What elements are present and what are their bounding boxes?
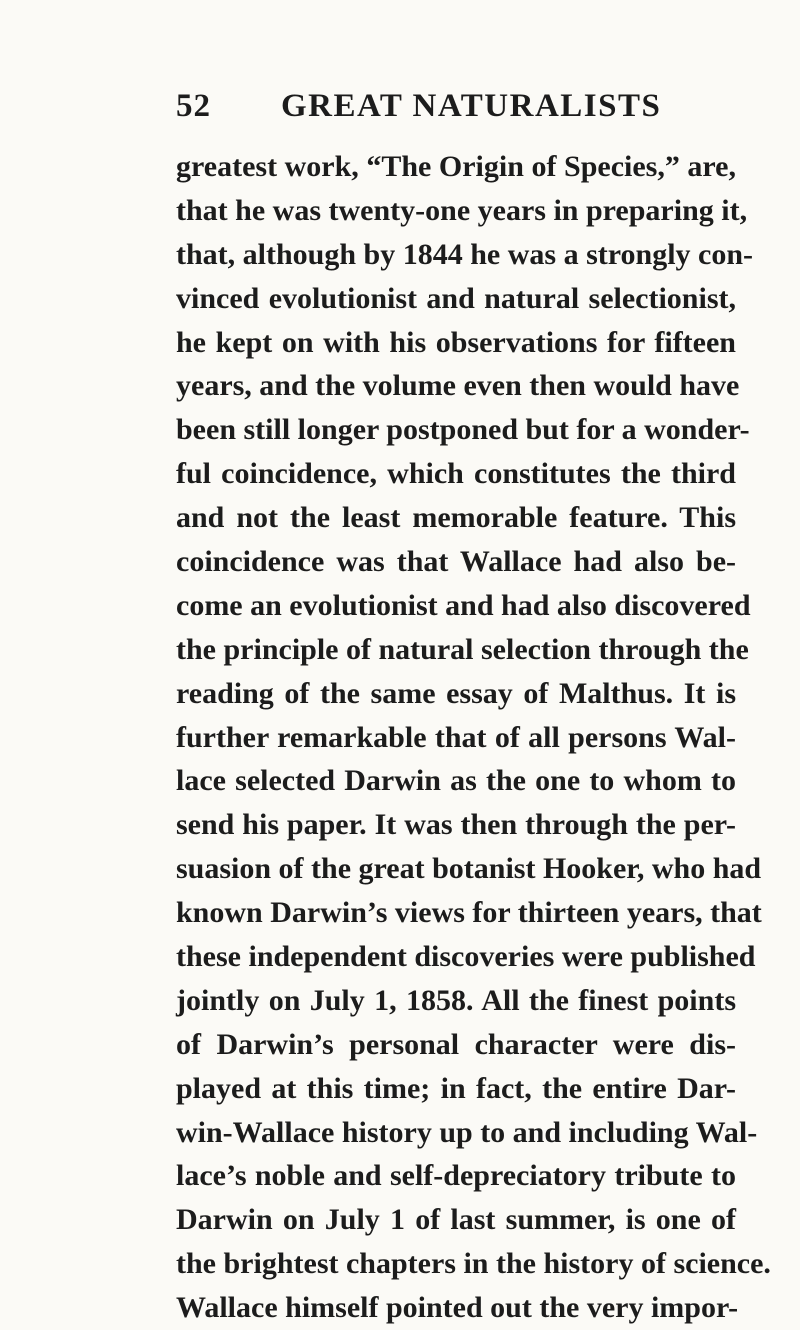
page-number: 52 bbox=[176, 88, 211, 124]
running-head bbox=[176, 88, 736, 128]
body-text bbox=[176, 145, 771, 1330]
text-line: lace selected Darwin as the one to whom to bbox=[176, 764, 736, 798]
text-line: win-Wallace history up to and including Wal- bbox=[176, 1115, 758, 1149]
text-line: lace’s noble and self-depreciatory tribute to bbox=[176, 1159, 736, 1193]
text-line: ful coincidence, which constitutes the third bbox=[176, 457, 736, 491]
book-title: GREAT NATURALISTS bbox=[281, 88, 662, 124]
text-line: the principle of natural selection through the bbox=[176, 632, 749, 666]
text-line: further remarkable that of all persons Wal- bbox=[176, 720, 736, 754]
text-line: he kept on with his observations for fifteen bbox=[176, 325, 736, 359]
text-line: the brightest chapters in the history of science. bbox=[176, 1247, 771, 1281]
text-line: jointly on July 1, 1858. All the finest points bbox=[176, 983, 736, 1017]
text-line: of Darwin’s personal character were dis- bbox=[176, 1027, 736, 1061]
text-line: and not the least memorable feature. This bbox=[176, 501, 736, 535]
text-line: that he was twenty-one years in preparing it, bbox=[176, 193, 748, 227]
text-line: that, although by 1844 he was a strongly con- bbox=[176, 237, 754, 271]
text-line: come an evolutionist and had also discovered bbox=[176, 588, 751, 622]
text-line: these independent discoveries were published bbox=[176, 940, 756, 974]
text-line: played at this time; in fact, the entire Dar- bbox=[176, 1071, 736, 1105]
text-line: greatest work, “The Origin of Species,” are, bbox=[176, 150, 736, 183]
text-line: Darwin on July 1 of last summer, is one of bbox=[176, 1203, 736, 1237]
text-line: known Darwin’s views for thirteen years, that bbox=[176, 896, 762, 930]
text-line: coincidence was that Wallace had also be- bbox=[176, 545, 736, 579]
text-line: Wallace himself pointed out the very impor- bbox=[176, 1291, 739, 1325]
text-line: years, and the volume even then would have bbox=[176, 369, 740, 403]
text-line: reading of the same essay of Malthus. It is bbox=[176, 676, 736, 710]
text-line: send his paper. It was then through the per- bbox=[176, 808, 736, 842]
text-line: been still longer postponed but for a wonder- bbox=[176, 413, 750, 447]
text-line: vinced evolutionist and natural selectionist, bbox=[176, 281, 736, 315]
text-line: suasion of the great botanist Hooker, who had bbox=[176, 852, 762, 886]
